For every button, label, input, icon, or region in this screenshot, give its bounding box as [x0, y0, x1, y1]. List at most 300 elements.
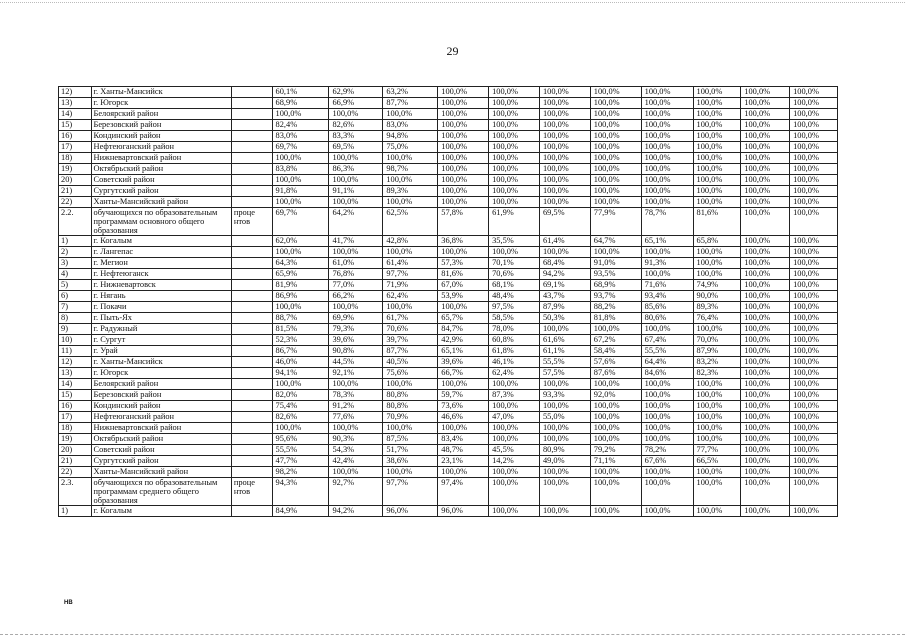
- unit-cell: [231, 302, 272, 313]
- value-cell: 75,4%: [272, 401, 329, 412]
- value-cell: 100,0%: [539, 131, 590, 142]
- value-cell: 65,1%: [438, 346, 489, 357]
- value-cell: 81,6%: [438, 269, 489, 280]
- value-cell: 100,0%: [790, 208, 838, 236]
- value-cell: 100,0%: [590, 401, 641, 412]
- value-cell: 100,0%: [641, 87, 693, 98]
- value-cell: 100,0%: [383, 302, 438, 313]
- value-cell: 100,0%: [539, 467, 590, 478]
- table-row: [59, 379, 838, 390]
- municipality-name: г. Ханты-Мансийск: [91, 357, 231, 368]
- value-cell: 61,9%: [489, 208, 540, 236]
- municipality-name: Ханты-Мансийский район: [91, 467, 231, 478]
- value-cell: 87,9%: [539, 302, 590, 313]
- scan-edge-bottom: [0, 634, 905, 635]
- value-cell: 47,7%: [272, 456, 329, 467]
- value-cell: 100,0%: [539, 506, 590, 517]
- table-row: [59, 324, 838, 335]
- value-cell: 100,0%: [329, 197, 383, 208]
- value-cell: 100,0%: [383, 423, 438, 434]
- table-row: [59, 335, 838, 346]
- scan-edge-top: [0, 2, 905, 3]
- unit-cell: [231, 236, 272, 247]
- value-cell: 77,0%: [329, 280, 383, 291]
- value-cell: 100,0%: [693, 258, 741, 269]
- value-cell: 100,0%: [790, 258, 838, 269]
- value-cell: 76,4%: [693, 313, 741, 324]
- municipality-name: Нижневартовский район: [91, 423, 231, 434]
- value-cell: 66,2%: [329, 291, 383, 302]
- municipality-name: г. Пыть-Ях: [91, 313, 231, 324]
- table-row: [59, 142, 838, 153]
- value-cell: 100,0%: [272, 109, 329, 120]
- value-cell: 100,0%: [383, 467, 438, 478]
- row-number: 4): [59, 269, 92, 280]
- value-cell: 100,0%: [790, 153, 838, 164]
- row-number: 1): [59, 506, 92, 517]
- municipality-name: г. Нягань: [91, 291, 231, 302]
- value-cell: 92,0%: [590, 390, 641, 401]
- value-cell: 100,0%: [790, 236, 838, 247]
- unit-cell: [231, 368, 272, 379]
- value-cell: 55,5%: [272, 445, 329, 456]
- municipality-name: Нефтеюганский район: [91, 142, 231, 153]
- value-cell: 100,0%: [790, 346, 838, 357]
- row-number: 13): [59, 368, 92, 379]
- page-number: 29: [446, 44, 459, 58]
- value-cell: 100,0%: [489, 142, 540, 153]
- value-cell: 75,6%: [383, 368, 438, 379]
- municipality-name: г. Ханты-Мансийск: [91, 87, 231, 98]
- value-cell: 100,0%: [741, 109, 790, 120]
- unit-cell: [231, 153, 272, 164]
- unit-cell: [231, 456, 272, 467]
- value-cell: 100,0%: [641, 142, 693, 153]
- value-cell: 83,8%: [272, 164, 329, 175]
- value-cell: 100,0%: [272, 197, 329, 208]
- unit-cell: [231, 87, 272, 98]
- table-row: [59, 456, 838, 467]
- value-cell: 82,0%: [272, 390, 329, 401]
- table-row: [59, 197, 838, 208]
- value-cell: 100,0%: [329, 109, 383, 120]
- value-cell: 80,6%: [641, 313, 693, 324]
- value-cell: 100,0%: [489, 98, 540, 109]
- unit-cell: [231, 109, 272, 120]
- value-cell: 100,0%: [741, 445, 790, 456]
- value-cell: 67,4%: [641, 335, 693, 346]
- value-cell: 100,0%: [438, 98, 489, 109]
- value-cell: 100,0%: [590, 164, 641, 175]
- municipality-name: Нижневартовский район: [91, 153, 231, 164]
- value-cell: 55,5%: [539, 357, 590, 368]
- value-cell: 100,0%: [790, 291, 838, 302]
- value-cell: 100,0%: [790, 390, 838, 401]
- table-row: [59, 87, 838, 98]
- value-cell: 100,0%: [741, 175, 790, 186]
- row-number: 6): [59, 291, 92, 302]
- value-cell: 100,0%: [539, 423, 590, 434]
- value-cell: 84,6%: [641, 368, 693, 379]
- row-number: 15): [59, 390, 92, 401]
- value-cell: 100,0%: [438, 197, 489, 208]
- value-cell: 100,0%: [741, 324, 790, 335]
- municipality-name: Сургутский район: [91, 186, 231, 197]
- value-cell: 100,0%: [790, 412, 838, 423]
- value-cell: 100,0%: [539, 98, 590, 109]
- value-cell: 100,0%: [539, 142, 590, 153]
- value-cell: 100,0%: [693, 247, 741, 258]
- municipality-name: г. Урай: [91, 346, 231, 357]
- value-cell: 100,0%: [693, 324, 741, 335]
- value-cell: 100,0%: [438, 247, 489, 258]
- value-cell: 100,0%: [741, 423, 790, 434]
- value-cell: 100,0%: [790, 368, 838, 379]
- value-cell: 89,3%: [383, 186, 438, 197]
- value-cell: 100,0%: [272, 423, 329, 434]
- value-cell: 97,4%: [438, 478, 489, 506]
- row-number: 2): [59, 247, 92, 258]
- value-cell: 100,0%: [790, 109, 838, 120]
- value-cell: 100,0%: [539, 87, 590, 98]
- value-cell: 100,0%: [641, 131, 693, 142]
- table-row: [59, 357, 838, 368]
- value-cell: 71,1%: [590, 456, 641, 467]
- value-cell: 100,0%: [741, 357, 790, 368]
- value-cell: 62,5%: [383, 208, 438, 236]
- value-cell: 100,0%: [329, 175, 383, 186]
- value-cell: 57,6%: [590, 357, 641, 368]
- value-cell: 100,0%: [438, 120, 489, 131]
- municipality-name: г. Мегион: [91, 258, 231, 269]
- value-cell: 46,1%: [489, 357, 540, 368]
- value-cell: 100,0%: [790, 401, 838, 412]
- value-cell: 90,3%: [329, 434, 383, 445]
- value-cell: 81,5%: [272, 324, 329, 335]
- value-cell: 92,7%: [329, 478, 383, 506]
- value-cell: 100,0%: [489, 506, 540, 517]
- value-cell: 100,0%: [693, 478, 741, 506]
- value-cell: 94,2%: [329, 506, 383, 517]
- value-cell: 100,0%: [590, 379, 641, 390]
- row-number: 21): [59, 186, 92, 197]
- table-row: [59, 506, 838, 517]
- value-cell: 100,0%: [693, 109, 741, 120]
- value-cell: 87,3%: [489, 390, 540, 401]
- value-cell: 57,5%: [539, 368, 590, 379]
- unit-cell: [231, 164, 272, 175]
- row-number: 7): [59, 302, 92, 313]
- unit-cell: [231, 131, 272, 142]
- value-cell: 100,0%: [590, 109, 641, 120]
- value-cell: 70,1%: [489, 258, 540, 269]
- municipality-name: Березовский район: [91, 120, 231, 131]
- value-cell: 61,8%: [489, 346, 540, 357]
- value-cell: 100,0%: [489, 87, 540, 98]
- value-cell: 70,0%: [693, 335, 741, 346]
- value-cell: 84,7%: [438, 324, 489, 335]
- value-cell: 77,6%: [329, 412, 383, 423]
- value-cell: 100,0%: [641, 401, 693, 412]
- value-cell: 100,0%: [741, 208, 790, 236]
- value-cell: 91,0%: [590, 258, 641, 269]
- value-cell: 92,1%: [329, 368, 383, 379]
- value-cell: 100,0%: [641, 186, 693, 197]
- unit-cell: [231, 467, 272, 478]
- value-cell: 100,0%: [790, 164, 838, 175]
- value-cell: 66,7%: [438, 368, 489, 379]
- value-cell: 91,1%: [329, 186, 383, 197]
- value-cell: 58,4%: [590, 346, 641, 357]
- unit-cell: [231, 98, 272, 109]
- row-number: 12): [59, 87, 92, 98]
- value-cell: 100,0%: [539, 120, 590, 131]
- value-cell: 87,9%: [693, 346, 741, 357]
- value-cell: 100,0%: [329, 247, 383, 258]
- row-number: 13): [59, 98, 92, 109]
- unit-cell: [231, 423, 272, 434]
- value-cell: 100,0%: [489, 401, 540, 412]
- value-cell: 100,0%: [790, 302, 838, 313]
- table-row: [59, 368, 838, 379]
- value-cell: 79,3%: [329, 324, 383, 335]
- value-cell: 100,0%: [272, 247, 329, 258]
- municipality-name: Белоярский район: [91, 109, 231, 120]
- value-cell: 100,0%: [329, 423, 383, 434]
- value-cell: 82,4%: [272, 120, 329, 131]
- value-cell: 100,0%: [790, 445, 838, 456]
- value-cell: 100,0%: [790, 120, 838, 131]
- row-number: 19): [59, 164, 92, 175]
- value-cell: 100,0%: [790, 434, 838, 445]
- value-cell: 61,4%: [539, 236, 590, 247]
- section-description: обучающихся по образовательным программам основного общего образования: [91, 208, 231, 236]
- value-cell: 74,9%: [693, 280, 741, 291]
- value-cell: 100,0%: [590, 120, 641, 131]
- table-row: [59, 280, 838, 291]
- value-cell: 65,9%: [272, 269, 329, 280]
- value-cell: 100,0%: [741, 335, 790, 346]
- unit-cell: [231, 390, 272, 401]
- value-cell: 70,9%: [383, 412, 438, 423]
- value-cell: 100,0%: [741, 142, 790, 153]
- value-cell: 100,0%: [438, 175, 489, 186]
- value-cell: 100,0%: [741, 401, 790, 412]
- value-cell: 100,0%: [693, 434, 741, 445]
- value-cell: 79,2%: [590, 445, 641, 456]
- value-cell: 100,0%: [590, 434, 641, 445]
- unit-cell: [231, 258, 272, 269]
- value-cell: 100,0%: [693, 379, 741, 390]
- value-cell: 61,7%: [383, 313, 438, 324]
- value-cell: 100,0%: [641, 175, 693, 186]
- unit-cell: [231, 324, 272, 335]
- value-cell: 100,0%: [438, 164, 489, 175]
- value-cell: 100,0%: [590, 87, 641, 98]
- value-cell: 100,0%: [438, 302, 489, 313]
- value-cell: 100,0%: [693, 153, 741, 164]
- data-table: [58, 86, 838, 517]
- value-cell: 85,6%: [641, 302, 693, 313]
- value-cell: 93,5%: [590, 269, 641, 280]
- value-cell: 66,9%: [329, 98, 383, 109]
- value-cell: 76,8%: [329, 269, 383, 280]
- value-cell: 87,5%: [383, 434, 438, 445]
- value-cell: 100,0%: [489, 175, 540, 186]
- value-cell: 100,0%: [489, 120, 540, 131]
- value-cell: 70,6%: [489, 269, 540, 280]
- value-cell: 53,9%: [438, 291, 489, 302]
- value-cell: 100,0%: [741, 131, 790, 142]
- unit-cell: [231, 269, 272, 280]
- value-cell: 71,6%: [641, 280, 693, 291]
- value-cell: 100,0%: [741, 390, 790, 401]
- value-cell: 100,0%: [590, 153, 641, 164]
- value-cell: 100,0%: [790, 379, 838, 390]
- row-number: 1): [59, 236, 92, 247]
- value-cell: 100,0%: [489, 467, 540, 478]
- municipality-name: г. Югорск: [91, 368, 231, 379]
- table-row: [59, 291, 838, 302]
- value-cell: 100,0%: [741, 197, 790, 208]
- table-row: [59, 131, 838, 142]
- value-cell: 78,7%: [641, 208, 693, 236]
- value-cell: 61,1%: [539, 346, 590, 357]
- section-description: обучающихся по образовательным программам среднего общего образования: [91, 478, 231, 506]
- value-cell: 94,2%: [539, 269, 590, 280]
- value-cell: 100,0%: [590, 506, 641, 517]
- value-cell: 61,0%: [329, 258, 383, 269]
- value-cell: 100,0%: [790, 98, 838, 109]
- value-cell: 100,0%: [641, 379, 693, 390]
- value-cell: 68,1%: [489, 280, 540, 291]
- value-cell: 100,0%: [790, 324, 838, 335]
- value-cell: 100,0%: [693, 131, 741, 142]
- table-row: [59, 434, 838, 445]
- value-cell: 91,2%: [329, 401, 383, 412]
- value-cell: 100,0%: [693, 506, 741, 517]
- table-row: [59, 236, 838, 247]
- value-cell: 100,0%: [641, 390, 693, 401]
- value-cell: 46,0%: [272, 357, 329, 368]
- table-row: [59, 153, 838, 164]
- row-number: 11): [59, 346, 92, 357]
- unit-cell: [231, 401, 272, 412]
- unit-cell: [231, 247, 272, 258]
- value-cell: 82,6%: [329, 120, 383, 131]
- value-cell: 100,0%: [489, 379, 540, 390]
- value-cell: 78,0%: [489, 324, 540, 335]
- value-cell: 100,0%: [590, 247, 641, 258]
- value-cell: 100,0%: [438, 109, 489, 120]
- value-cell: 100,0%: [272, 175, 329, 186]
- value-cell: 100,0%: [590, 423, 641, 434]
- municipality-name: Октябрьский район: [91, 164, 231, 175]
- value-cell: 35,5%: [489, 236, 540, 247]
- value-cell: 100,0%: [329, 302, 383, 313]
- value-cell: 39,6%: [438, 357, 489, 368]
- table-row: [59, 423, 838, 434]
- value-cell: 100,0%: [590, 186, 641, 197]
- value-cell: 93,7%: [590, 291, 641, 302]
- value-cell: 81,9%: [272, 280, 329, 291]
- row-number: 2.2.: [59, 208, 92, 236]
- value-cell: 100,0%: [539, 164, 590, 175]
- value-cell: 100,0%: [539, 401, 590, 412]
- value-cell: 100,0%: [741, 98, 790, 109]
- value-cell: 100,0%: [539, 324, 590, 335]
- value-cell: 91,3%: [641, 258, 693, 269]
- unit-cell: [231, 412, 272, 423]
- value-cell: 100,0%: [272, 153, 329, 164]
- value-cell: 86,3%: [329, 164, 383, 175]
- value-cell: 69,5%: [539, 208, 590, 236]
- value-cell: 90,0%: [693, 291, 741, 302]
- unit-cell: [231, 186, 272, 197]
- value-cell: 95,6%: [272, 434, 329, 445]
- municipality-name: г. Покачи: [91, 302, 231, 313]
- row-number: 3): [59, 258, 92, 269]
- value-cell: 100,0%: [438, 142, 489, 153]
- value-cell: 48,4%: [489, 291, 540, 302]
- table-row: [59, 120, 838, 131]
- unit-cell: [231, 346, 272, 357]
- value-cell: 83,4%: [438, 434, 489, 445]
- value-cell: 61,4%: [383, 258, 438, 269]
- municipality-name: Нефтеюганский район: [91, 412, 231, 423]
- value-cell: 100,0%: [438, 423, 489, 434]
- unit-cell: [231, 142, 272, 153]
- value-cell: 100,0%: [693, 197, 741, 208]
- value-cell: 100,0%: [641, 197, 693, 208]
- unit-cell: [231, 434, 272, 445]
- value-cell: 36,8%: [438, 236, 489, 247]
- value-cell: 100,0%: [438, 467, 489, 478]
- row-number: 5): [59, 280, 92, 291]
- municipality-name: Кондинский район: [91, 401, 231, 412]
- value-cell: 100,0%: [790, 357, 838, 368]
- value-cell: 100,0%: [790, 142, 838, 153]
- value-cell: 43,7%: [539, 291, 590, 302]
- unit-cell: [231, 335, 272, 346]
- value-cell: 38,6%: [383, 456, 438, 467]
- value-cell: 83,0%: [383, 120, 438, 131]
- value-cell: 14,2%: [489, 456, 540, 467]
- value-cell: 100,0%: [641, 164, 693, 175]
- value-cell: 100,0%: [693, 142, 741, 153]
- value-cell: 100,0%: [539, 109, 590, 120]
- value-cell: 100,0%: [383, 197, 438, 208]
- value-cell: 45,5%: [489, 445, 540, 456]
- value-cell: 100,0%: [790, 175, 838, 186]
- value-cell: 100,0%: [641, 506, 693, 517]
- value-cell: 52,3%: [272, 335, 329, 346]
- value-cell: 94,1%: [272, 368, 329, 379]
- value-cell: 58,5%: [489, 313, 540, 324]
- value-cell: 100,0%: [590, 142, 641, 153]
- row-number: 14): [59, 109, 92, 120]
- value-cell: 100,0%: [383, 153, 438, 164]
- value-cell: 100,0%: [693, 412, 741, 423]
- value-cell: 100,0%: [383, 175, 438, 186]
- value-cell: 67,0%: [438, 280, 489, 291]
- value-cell: 54,3%: [329, 445, 383, 456]
- value-cell: 100,0%: [693, 87, 741, 98]
- value-cell: 100,0%: [641, 467, 693, 478]
- value-cell: 69,7%: [272, 142, 329, 153]
- value-cell: 100,0%: [489, 478, 540, 506]
- section-row: [59, 208, 838, 236]
